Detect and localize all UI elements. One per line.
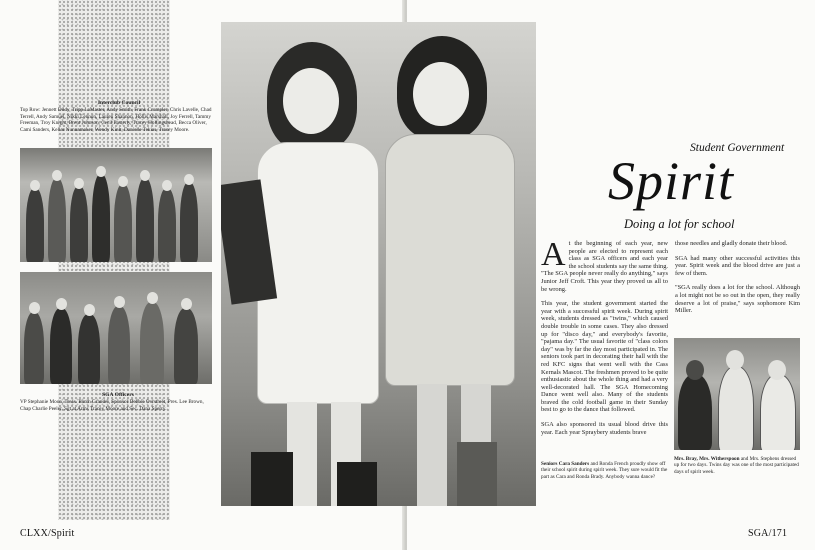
body-column-2 [675, 240, 800, 322]
body-paragraph: SGA also sponsored its usual blood drive this year. Each year Spraybery students brave [541, 421, 668, 436]
interclub-caption-text: Top Row: Jennett Dildy, Tripp LaMaster, Andy Smith, Frank Crumpler, Chris Lavelle, Chad Terrell, Andy Samuel, Nikki Lennon, Lauren Shannon, Hollis Marshall, Joy Ferrell, Tammy Freeman, Troy Knight, Brent Johnson, Cecil Easterly, Tracey Hollingshead, Becca Oliver, Cami Sanders, Kellar Nunnamaker, Wendy Kinlt, Danielle Tekias, Tracey Moore. [20, 107, 212, 133]
headline: Spirit [608, 151, 735, 211]
body-column-1 [541, 236, 668, 443]
body-paragraph: "SGA really does a lot for the school. Although a lot might not be so out in the open, they really deserve a lot of praise," says sophomore Kim Miller. [675, 284, 800, 315]
sga-officers-caption-text: VP Stephanie Moon, Treas. Butch Grandel, Sponsor Debbie Ovrstreet, Pres. Lee Brown, Chap Charlie Peeler, Sgt at Arms Tracey Moore and Sec. Dana Sperry. [20, 399, 204, 412]
sga-officers-photo [20, 272, 212, 384]
interclub-group-photo [20, 148, 212, 262]
body-paragraph: SGA had many other successful activities this year. Spirit week and the blood drive are just a few of them. [675, 254, 800, 277]
interclub-caption-title: Interclub Council [97, 100, 141, 106]
kicker-title: Student Government [690, 142, 785, 154]
body-paragraph: those needles and gladly donate their blood. [675, 240, 788, 247]
right-folio: SGA/171 [748, 528, 788, 539]
left-page [0, 0, 405, 550]
subhead: Doing a lot for school [624, 217, 735, 231]
twins-spirit-photo [221, 22, 536, 506]
left-folio: CLXX/Spirit [20, 528, 75, 539]
body-paragraph: At the beginning of each year, new people are elected to represent each class as SGA officers and each year the school students say the same thing. "The SGA people never really do anything," says Junior Jeff Croft. This year they proved us all to be wrong. [541, 236, 668, 293]
sga-officers-caption-title: SGA Officers [102, 392, 134, 398]
drop-cap: A [541, 236, 566, 273]
body-paragraph: This year, the student government started the year with a successful spirit week. During spirit week, students dressed as "twins," which caused double trouble in some cases. They also dressed up for "disco day," and everybody's favorite, "pajama day." The usual favorite of "class colors day" was by far the day most participated in. The seniors took part in decorating their hall with the red KFC signs that went well with the Cass Kernals Mascot. The freshmen proved to be quite enthusiastic about the whole thing and had a very well-decorated hall. The SGA Homecoming Dance went well also. Many of the students braved the cold football game in their Sunday best to go to the dance that followed. [541, 300, 668, 414]
interclub-caption [20, 100, 218, 133]
sponsors-caption: Mrs. Bray, Mrs. Witherspoon and Mrs. Stephens dressed up for two days. Twins day was one of the most participated days of spirit week. [674, 456, 799, 475]
sga-officers-caption [20, 392, 216, 412]
twins-photo-caption: Seniors Cara Sanders and Ronda French proudly show off their school spirit during spirit week. They sure would fit the part as Cara and Ronda Brady. Anybody wanna dance? [541, 461, 668, 480]
sponsors-photo [674, 338, 800, 450]
